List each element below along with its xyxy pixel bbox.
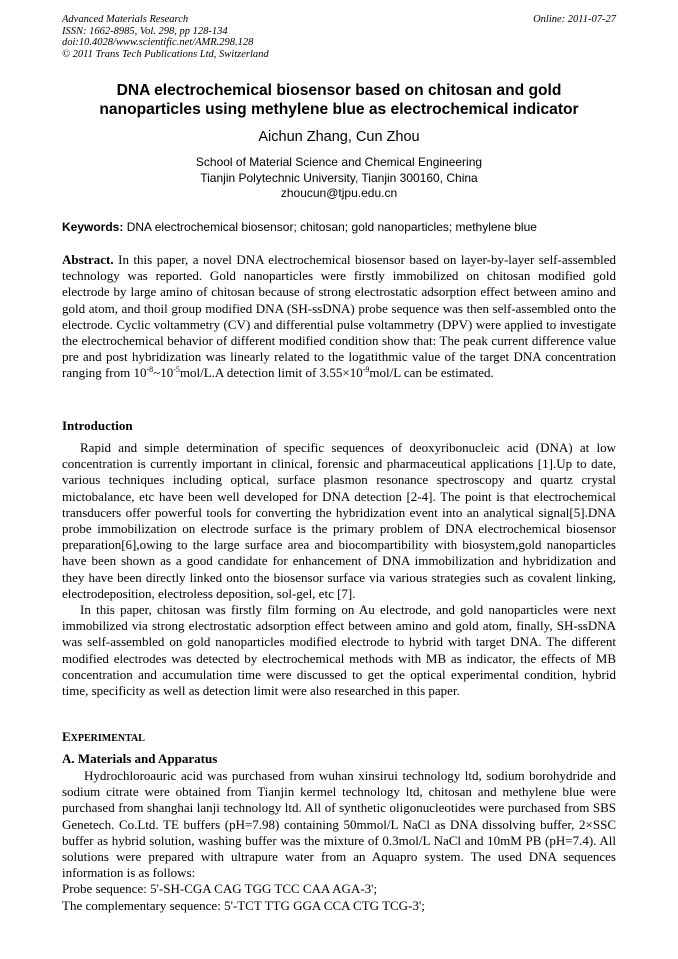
probe-sequence: Probe sequence: 5'-SH-CGA CAG TGG TCC CAA AGA-3'; xyxy=(62,881,378,897)
title-line-1: DNA electrochemical biosensor based on chitosan and gold xyxy=(116,82,562,99)
introduction-paragraph-1: Rapid and simple determination of specific sequences of deoxyribonucleic acid (DNA) at low concentration is currently important in clinical, forensic and pharmaceutical applications [1].Up to date, various techniques including optical, surface plasmon resonance spectroscopy and quartz crystal mictobalance, etc have been well developed for DNA detection [2-4]. The point is that electrochemical transducers offer powerful tools for converting the hybridization event into an analytical signal[5].DNA probe immobilization on electrode surface is the primary problem of DNA electrochemical biosensor preparation[6],owing to the large surface area and biocompartibility with biosystem,gold nanoparticles have been shown as a good candidate for enhancement of DNA immobilization and hybridization and they have been directly linked onto the biosensor surface via various strategies such as covalent linking, electrodeposition, electroless deposition, sol-gel, etc [7]. xyxy=(62,440,616,601)
abstract-exponent-1: -8 xyxy=(146,365,154,375)
materials-subheading: A. Materials and Apparatus xyxy=(62,751,218,766)
keywords-label: Keywords: xyxy=(62,220,124,234)
online-date: Online: 2011-07-27 xyxy=(533,14,616,25)
keywords-text: DNA electrochemical biosensor; chitosan; gold nanoparticles; methylene blue xyxy=(126,220,537,234)
authors: Aichun Zhang, Cun Zhou xyxy=(258,129,420,145)
abstract-text-c: mol/L.A detection limit of 3.55×10 xyxy=(179,365,363,381)
abstract-exponent-3: -9 xyxy=(362,365,370,375)
experimental-heading-initial: E xyxy=(62,729,71,744)
experimental-heading-rest: XPERIMENTAL xyxy=(70,733,145,744)
introduction-heading: Introduction xyxy=(62,418,133,433)
title-line-2: nanoparticles using methylene blue as electrochemical indicator xyxy=(99,101,579,118)
abstract-text-d: mol/L can be estimated. xyxy=(369,365,494,381)
experimental-heading xyxy=(62,729,145,745)
author-email: zhoucun@tjpu.edu.cn xyxy=(280,186,398,200)
complementary-sequence: The complementary sequence: 5'-TCT TTG GGA CCA CTG TCG-3'; xyxy=(62,897,425,913)
abstract-text-a: In this paper, a novel DNA electrochemical biosensor based on layer-by-layer self-assembled technology was reported. Gold nanoparticles were firstly immobilized on chitosan modified gold electrode by large amino of chitosan because of strong electrostatic adsorption effect between amino and gold atom, and thoil group modified DNA (SH-ssDNA) probe sequence was then self-assembled onto the electrode. Cyclic voltammetry (CV) and differential pulse voltammetry (DPV) were applied to investigate the electrochemical behavior of different modified condition show that: The peak current difference value pre and post hybridization was linearly related to the logatithmic value of the target DNA concentration ranging from 10 xyxy=(62,252,616,381)
affiliation xyxy=(62,155,616,202)
keywords xyxy=(62,220,616,234)
affiliation-school: School of Material Science and Chemical Engineering xyxy=(195,155,483,169)
abstract xyxy=(62,252,616,382)
affiliation-university: Tianjin Polytechnic University, Tianjin 300160, China xyxy=(200,170,478,185)
introduction-paragraph-2: In this paper, chitosan was firstly film forming on Au electrode, and gold nanoparticles were next immobilized via strong electrostatic adsorption effect between amino and gold atom, finally, SH-ssDNA was self-assembled on gold nanoparticles modified electrode to hybrid with target DNA. The different modified electrodes was detected by electrochemical methods with MB as indicator, the effects of MB concentration and accumulation time were discussed to get the optical experimental condition, hybrid time, specificity as well as detection limit were also researched in this paper. xyxy=(62,602,616,699)
copyright-line: © 2011 Trans Tech Publications Ltd, Switzerland xyxy=(62,48,269,60)
abstract-exponent-2: -5 xyxy=(173,365,180,375)
journal-header xyxy=(62,14,616,60)
abstract-label: Abstract. xyxy=(62,252,114,267)
materials-body xyxy=(62,768,616,914)
materials-paragraph: Hydrochloroauric acid was purchased from wuhan xinsirui technology ltd, sodium borohydride and sodium citrate were obtained from Tianjin kermel technology ltd, chitosan and methylene blue were purchased from shanghai lanji technology ltd. All of synthetic oligonucleotides were purchased from SBS Genetech. Co.Ltd. TE buffers (pH=7.98) containing 50mmol/L NaCl as DNA dissolving buffer, 2×SSC buffer as hybrid solution, washing buffer was the mixture of 0.3mol/L NaCl and 10mM PB (pH=7.4). All solutions were prepared with ultrapure water from an Aquapro system. The used DNA sequences information is as follows: xyxy=(62,768,616,881)
abstract-text-b: ~10 xyxy=(153,365,174,381)
introduction-body xyxy=(62,440,616,699)
issn-line: ISSN: 1662-8985, Vol. 298, pp 128-134 xyxy=(62,25,228,37)
journal-name: Advanced Materials Research xyxy=(62,14,189,25)
paper-title xyxy=(62,81,616,119)
doi-line: doi:10.4028/www.scientific.net/AMR.298.128 xyxy=(62,37,254,48)
